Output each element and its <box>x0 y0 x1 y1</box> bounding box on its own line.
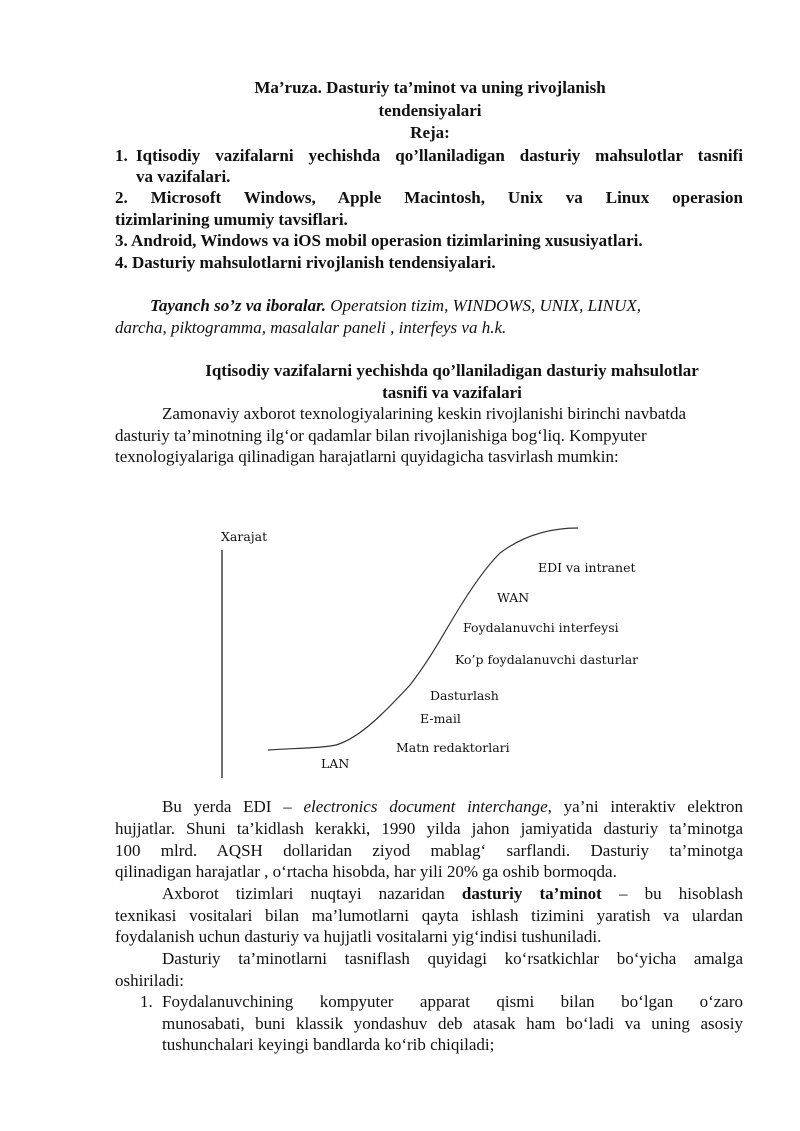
para4-line2: oshiriladi: <box>115 971 184 990</box>
figure-y-axis-label: Xarajat <box>221 529 268 544</box>
para4-line1: Dasturiy ta’minotlarni tasniflash quyidagi ko‘rsatkichlar bo‘yicha amalga <box>162 949 743 968</box>
plan-item-1-line1: Iqtisodiy vazifalarni yechishda qo’llaniladigan dasturiy mahsulotlar tasnifi <box>136 146 743 165</box>
para2-line1-pre: Bu yerda EDI – <box>162 797 304 816</box>
para2-line1-emphasis: electronics document interchange <box>303 797 548 816</box>
para1-line3: texnologiyalariga qilinadigan harajatlarni quyidagicha tasvirlash mumkin: <box>115 447 619 466</box>
plan-item-1-number: 1. <box>115 146 128 165</box>
list-item-1-line3: tushunchalari keyingi bandlarda ko‘rib chiqiladi; <box>162 1035 495 1054</box>
document-title-line2: tendensiyalari <box>378 101 482 120</box>
para3-line1 <box>162 883 743 904</box>
keywords-text-line1: Operatsion tizim, WINDOWS, UNIX, LINUX, <box>326 296 641 315</box>
figure-label-text-editors: Matn redaktorlari <box>396 740 510 755</box>
para2-line4: qilinadigan harajatlar , o‘rtacha hisobda, har yili 20% ga oshib bormoqda. <box>115 862 617 881</box>
para3-line1-post: – bu hisoblash <box>601 884 744 903</box>
plan-heading: Reja: <box>410 123 450 142</box>
figure-label-multiuser-programs: Ko’p foydalanuvchi dasturlar <box>455 652 639 667</box>
para2-line3: 100 mlrd. AQSH dollaridan ziyod mablag‘ sarflandi. Dasturiy ta’minotga <box>115 841 743 860</box>
list-item-1-number: 1. <box>140 992 153 1011</box>
plan-item-2-line2: tizimlarining umumiy tavsiflari. <box>115 210 348 229</box>
para2-line1-post: , ya’ni interaktiv elektron <box>547 797 743 816</box>
plan-item-4: 4. Dasturiy mahsulotlarni rivojlanish tendensiyalari. <box>115 253 496 272</box>
keywords-text-line2: darcha, piktogramma, masalalar paneli , interfeys va h.k. <box>115 318 507 337</box>
para3-line2: texnikasi vositalari bilan ma’lumotlarni qayta ishlash tizimini yaratish va ulardan <box>115 906 743 925</box>
para2-line2: hujjatlar. Shuni ta’kidlash kerakki, 1990 yilda jahon jamiyatida dasturiy ta’minotga <box>115 819 743 838</box>
plan-item-3: 3. Android, Windows va iOS mobil operasion tizimlarining xususiyatlari. <box>115 231 643 250</box>
list-item-1-line2: munosabati, buni klassik yondashuv deb atasak ham bo‘ladi va uning asosiy <box>162 1014 743 1033</box>
plan-item-1-line2: va vazifalari. <box>136 167 231 186</box>
figure-label-lan: LAN <box>321 756 350 771</box>
figure-label-wan: WAN <box>497 590 530 605</box>
para3-line1-pre: Axborot tizimlari nuqtayi nazaridan <box>162 884 462 903</box>
section-heading-line2: tasnifi va vazifalari <box>382 383 522 402</box>
section-heading-line1: Iqtisodiy vazifalarni yechishda qo’llaniladigan dasturiy mahsulotlar <box>205 361 699 380</box>
plan-item-2-line1: 2. Microsoft Windows, Apple Macintosh, Unix va Linux operasion <box>115 188 743 207</box>
figure-label-edi-intranet: EDI va intranet <box>538 560 636 575</box>
figure-label-user-interface: Foydalanuvchi interfeysi <box>463 620 619 635</box>
keywords-line1 <box>150 295 641 316</box>
para2-line1 <box>162 796 743 817</box>
figure-label-programming: Dasturlash <box>430 688 499 703</box>
para3-line3: foydalanish uchun dasturiy va hujjatli vositalarni yig‘indisi tushuniladi. <box>115 927 602 946</box>
document-title-line1: Ma’ruza. Dasturiy ta’minot va uning rivojlanish <box>254 78 606 97</box>
para3-line1-bold: dasturiy ta’minot <box>461 884 602 903</box>
para1-line1: Zamonaviy axborot texnologiyalarining keskin rivojlanishi birinchi navbatda <box>162 404 687 423</box>
keywords-label: Tayanch so’z va iboralar. <box>150 296 327 315</box>
list-item-1-line1: Foydalanuvchining kompyuter apparat qismi bilan bo‘lgan o‘zaro <box>162 992 743 1011</box>
figure-label-email: E-mail <box>420 711 461 726</box>
para1-line2: dasturiy ta’minotning ilg‘or qadamlar bilan rivojlanishiga bog‘liq. Kompyuter <box>115 426 647 445</box>
